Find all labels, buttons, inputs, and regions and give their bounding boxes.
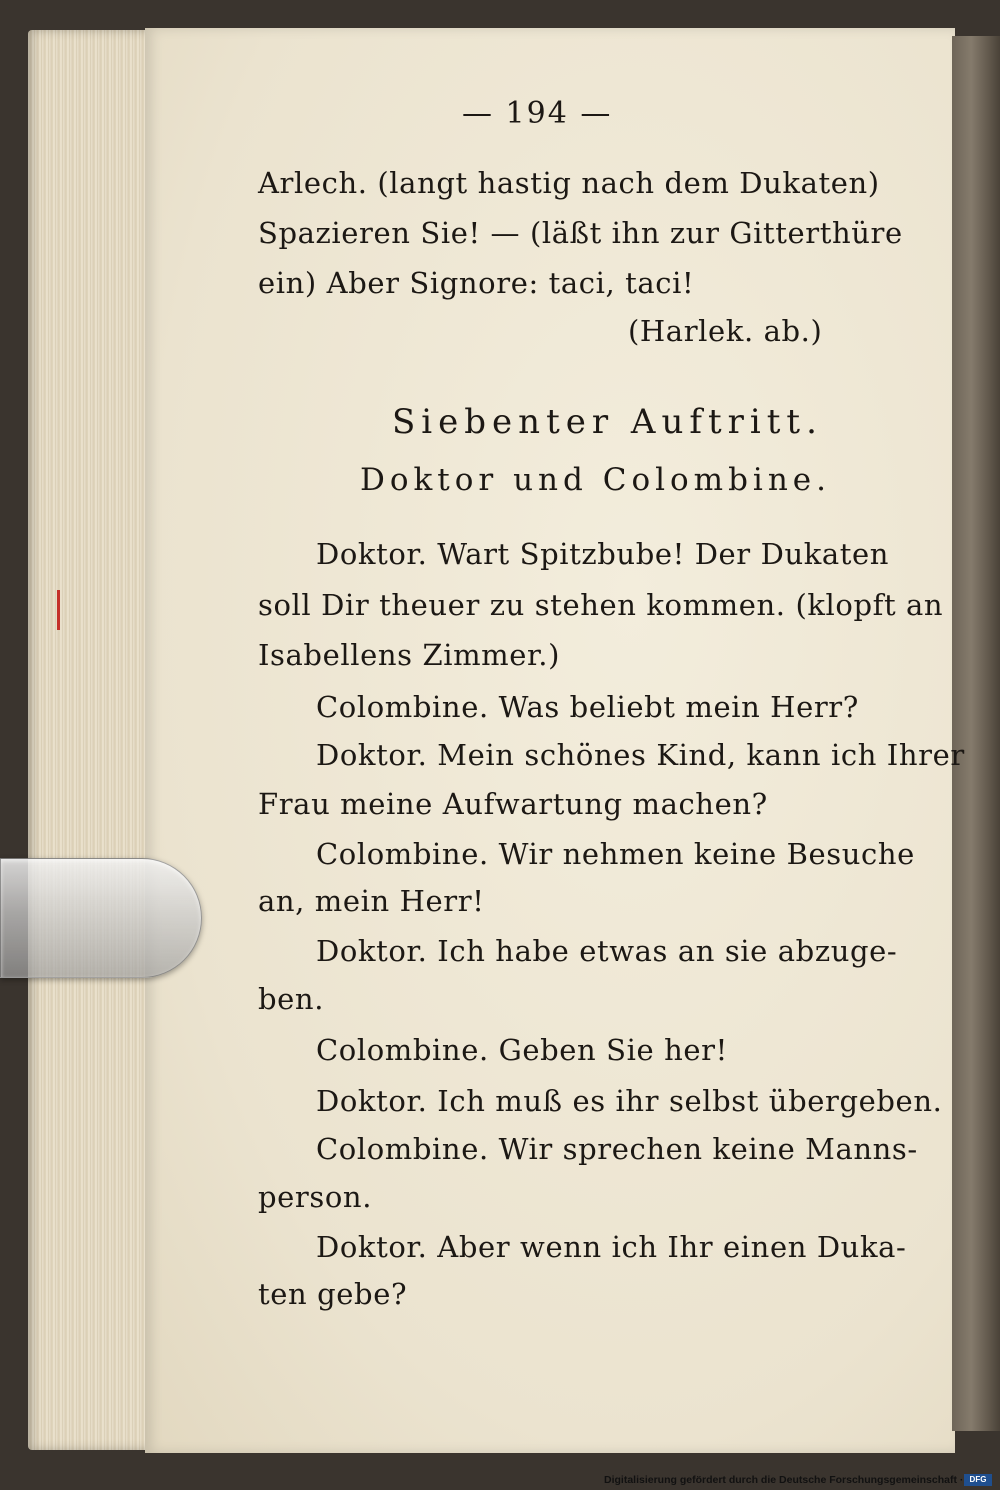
text-line: Arlech. (langt hastig nach dem Dukaten) <box>258 166 880 200</box>
glass-page-holder <box>0 858 202 978</box>
text-line: ein) Aber Signore: taci, taci! <box>258 266 695 300</box>
text-line: ben. <box>258 982 325 1016</box>
scene-heading: Siebenter Auftritt. <box>392 402 823 442</box>
text-line: Frau meine Aufwartung machen? <box>258 787 768 821</box>
text-line: an, mein Herr! <box>258 884 485 918</box>
text-line: Colombine. Wir sprechen keine Manns- <box>316 1132 918 1166</box>
text-line: Colombine. Wir nehmen keine Besuche <box>316 837 915 871</box>
right-page-edge <box>952 36 1000 1431</box>
text-line: ten gebe? <box>258 1277 408 1311</box>
text-line: Colombine. Was beliebt mein Herr? <box>316 690 859 724</box>
text-line: Isabellens Zimmer.) <box>258 638 561 672</box>
digitization-credit: Digitalisierung gefördert durch die Deutsche Forschungsgemeinschaft · <box>604 1474 964 1486</box>
text-line: Spazieren Sie! — (läßt ihn zur Gitterthüre <box>258 216 903 250</box>
page-number: — 194 — <box>462 96 613 131</box>
text-line: Colombine. Geben Sie her! <box>316 1033 728 1067</box>
text-line: person. <box>258 1180 373 1214</box>
red-margin-mark <box>57 590 60 630</box>
dfg-logo: DFG <box>964 1474 992 1486</box>
text-line: Doktor. Wart Spitzbube! Der Dukaten <box>316 537 890 571</box>
stage-direction: (Harlek. ab.) <box>628 314 823 348</box>
text-line: Doktor. Aber wenn ich Ihr einen Duka- <box>316 1230 907 1264</box>
text-line: Doktor. Ich habe etwas an sie abzuge- <box>316 934 898 968</box>
text-line: soll Dir theuer zu stehen kommen. (klopft an <box>258 588 944 622</box>
text-line: Doktor. Ich muß es ihr selbst übergeben. <box>316 1084 943 1118</box>
scene-characters: Doktor und Colombine. <box>360 462 832 498</box>
text-line: Doktor. Mein schönes Kind, kann ich Ihrer <box>316 738 965 772</box>
